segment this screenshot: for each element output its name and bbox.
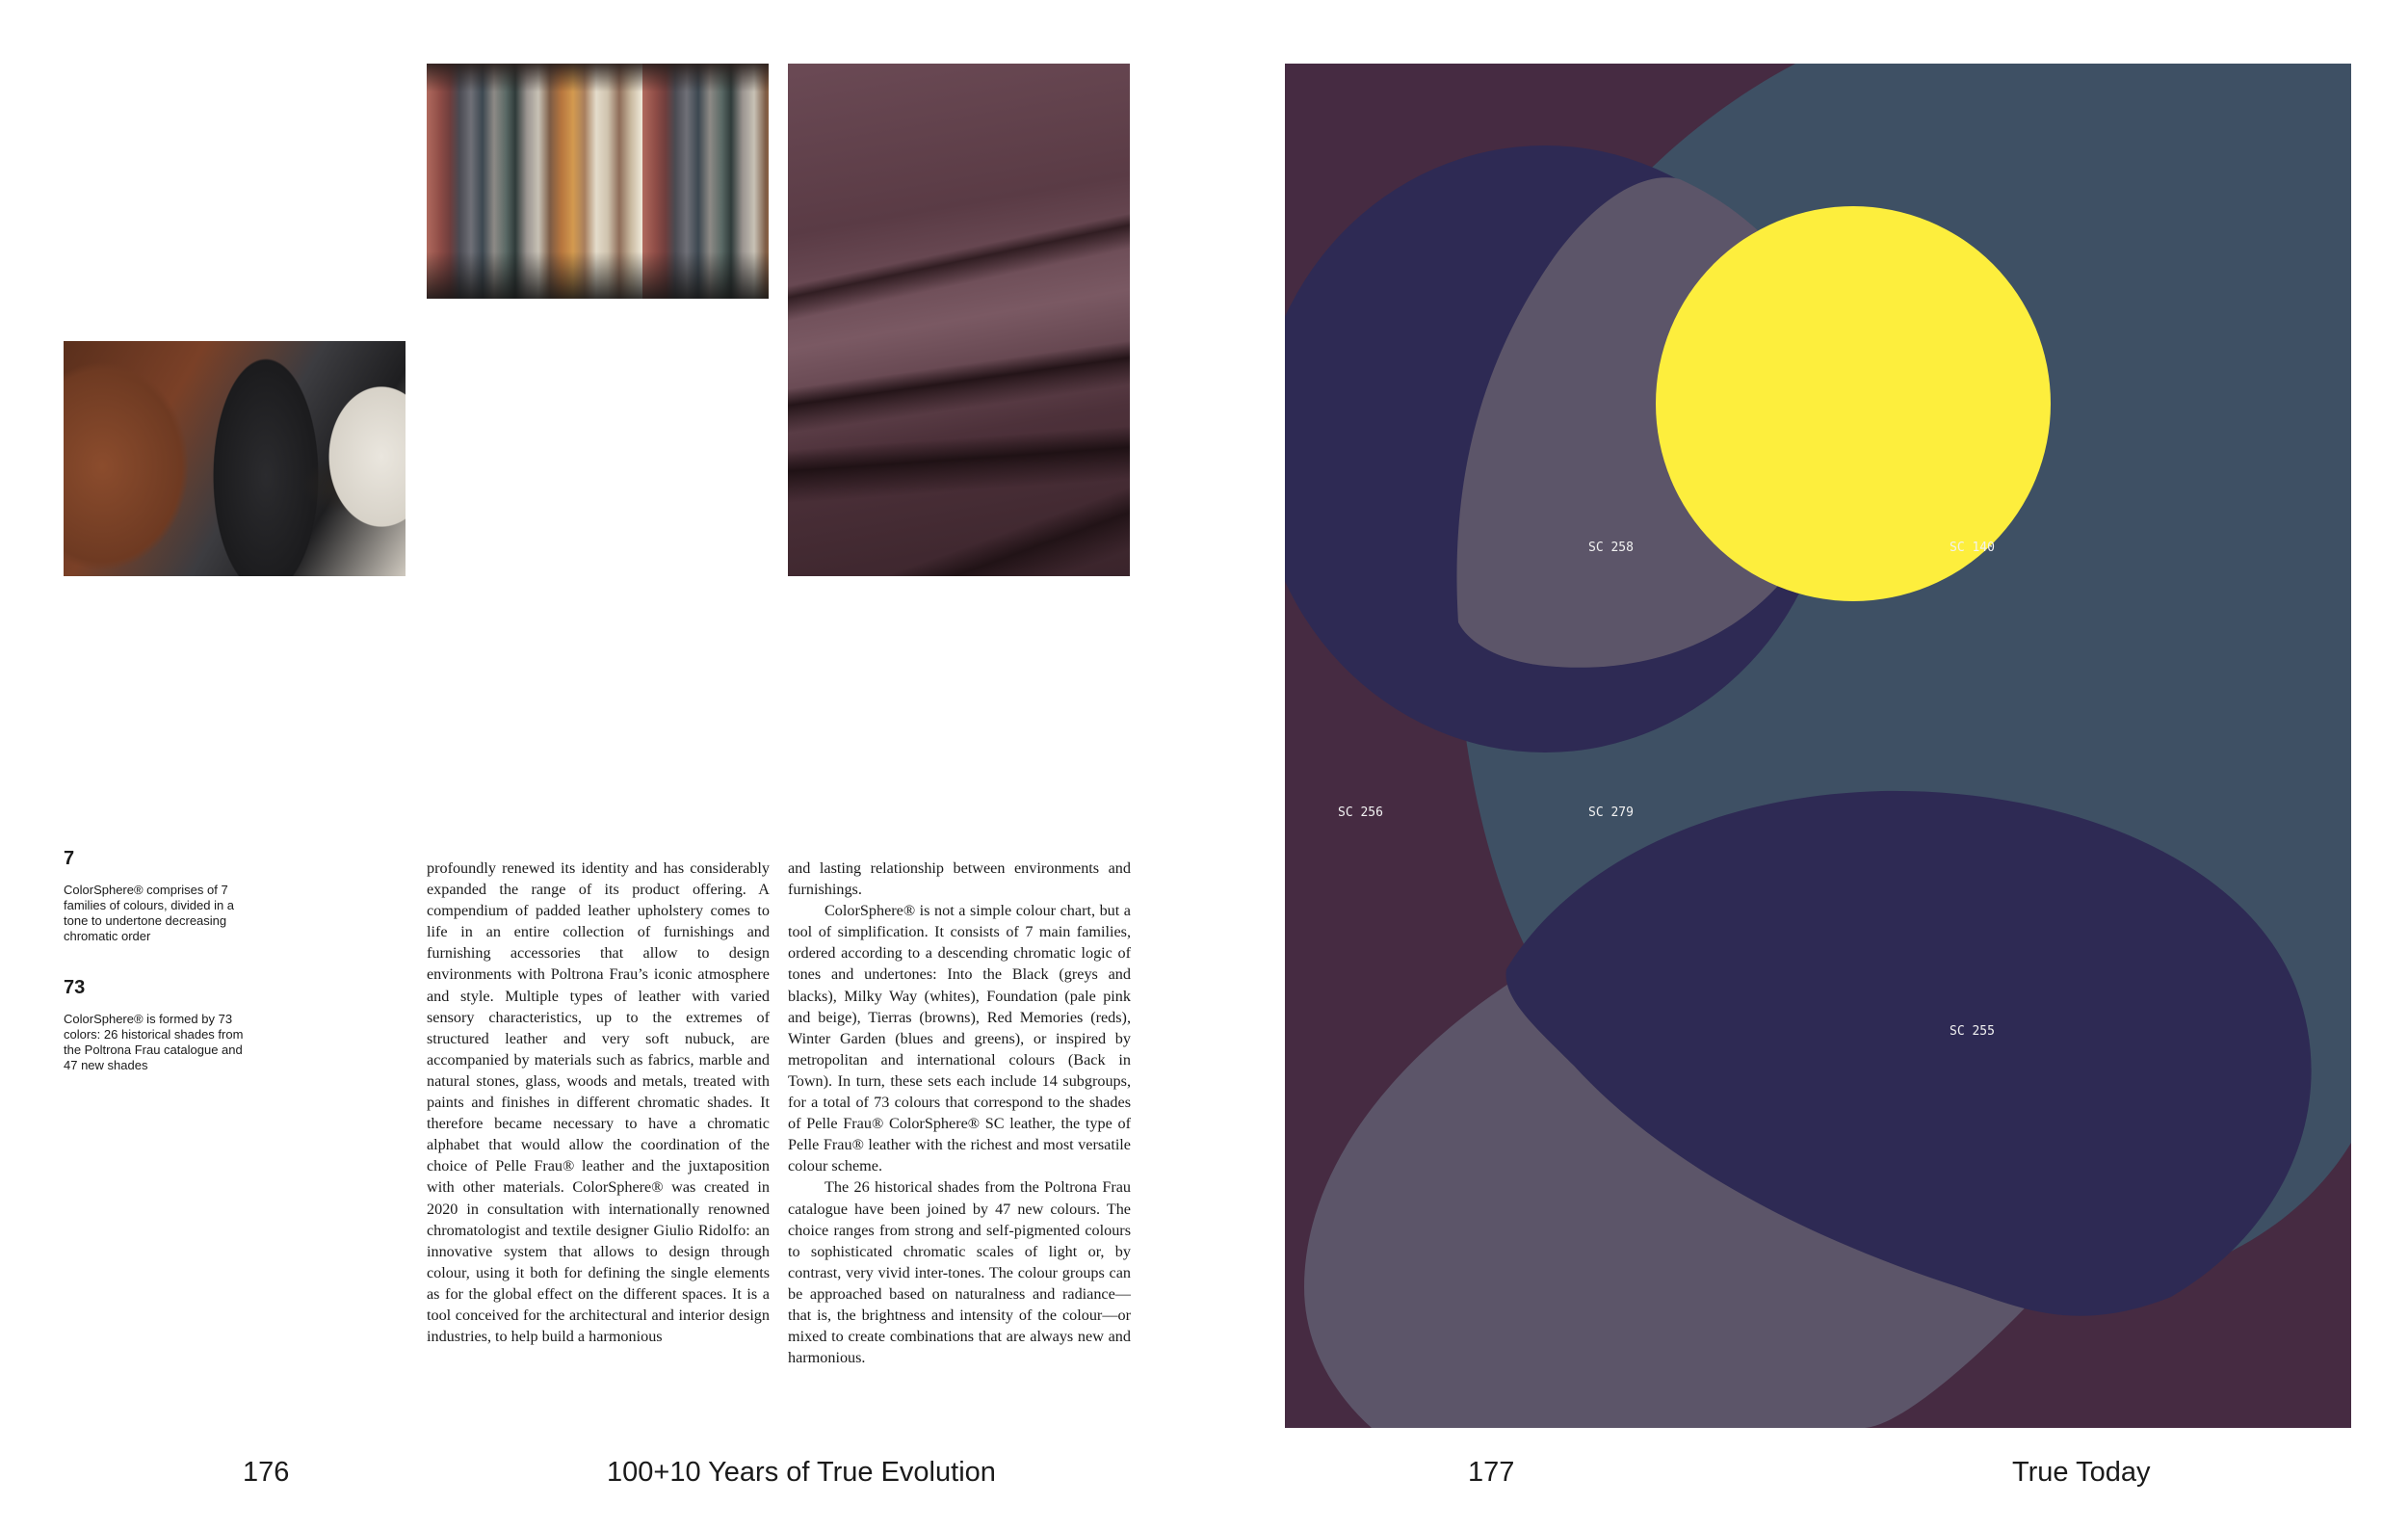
body-column-2 [788, 858, 1131, 1368]
swatch-label-sc258: SC 258 [1588, 541, 1634, 555]
stat-number-families: 7 [64, 848, 75, 869]
body-paragraph: and lasting relationship between environments and furnishings. [788, 859, 1131, 899]
body-paragraph: ColorSphere® is not a simple colour chart, but a tool of simplification. It consists of 7 main families, ordered according to a descending chromatic logic of tones and undertones: Into the Black (greys and blacks), Milky Way (whites), Foundation (pale pink and beige), Tierras (browns), Red Memories (reds), Winter Garden (blues and greens), or inspired by metropolitan and international colours (Back in Town). In turn, these sets each include 14 subgroups, for a total of 73 colours that correspond to the shades of Pelle Frau® ColorSphere® SC leather, the type of Pelle Frau® leather with the richest and most versatile colour scheme. [788, 902, 1131, 1175]
leather-rack-photo [427, 64, 769, 299]
swatch-label-sc279: SC 279 [1588, 805, 1634, 820]
right-page-number: 177 [1468, 1457, 1515, 1488]
body-paragraph: The 26 historical shades from the Poltrona Frau catalogue have been joined by 47 new colours. The choice ranges from strong and self-pigmented colours to sophisticated chromatic scales of light or, by contrast, very vivid inter-tones. The colour groups can be approached based on naturalness and radiance—that is, the brightness and intensity of the colour—or mixed to create combinations that are always new and harmonious. [788, 1178, 1131, 1367]
right-running-title: True Today [2012, 1457, 2151, 1488]
stat-text-families: ColorSphere® comprises of 7 families of colours, divided in a tone to undertone decreasing chromatic order [64, 883, 235, 943]
swatch-label-sc255: SC 255 [1950, 1024, 1995, 1039]
body-paragraph: profoundly renewed its identity and has considerably expanded the range of its product offering. A compendium of padded leather upholstery comes to life in an entire collection of furnishings and furnishing accessories that allow to design environments with Poltrona Frau’s iconic atmosphere and style. Multiple types of leather with varied sensory characteristics, up to the extremes of structured leather and very soft nubuck, are accompanied by materials such as fabrics, marble and natural stones, glass, woods and metals, treated with paints and finishes in different chromatic shades. It therefore became necessary to have a chromatic alphabet that would allow the coordination of the choice of Pelle Frau® leather and the juxtaposition with other materials. ColorSphere® was created in 2020 in consultation with internationally renowned chromatologist and textile designer Giulio Ridolfo: an innovative system that allows to design through colour, using it both for defining the single elements as for the global effect on the different spaces. It is a tool conceived for the architectural and interior design industries, to help build a harmonious [427, 859, 770, 1346]
stat-number-colors: 73 [64, 977, 86, 998]
nubuck-leather-photo [788, 64, 1130, 576]
left-running-title: 100+10 Years of True Evolution [607, 1457, 996, 1488]
swatch-label-sc140: SC 140 [1950, 541, 1995, 555]
colorsphere-artwork [1285, 64, 2351, 1428]
stat-text-colors: ColorSphere® is formed by 73 colors: 26 historical shades from the Poltrona Frau catalogue and 47 new shades [64, 1012, 244, 1072]
body-column-1 [427, 858, 770, 1347]
left-page-number: 176 [243, 1457, 290, 1488]
swatch-label-sc256: SC 256 [1338, 805, 1383, 820]
cowhide-photo [64, 341, 406, 576]
